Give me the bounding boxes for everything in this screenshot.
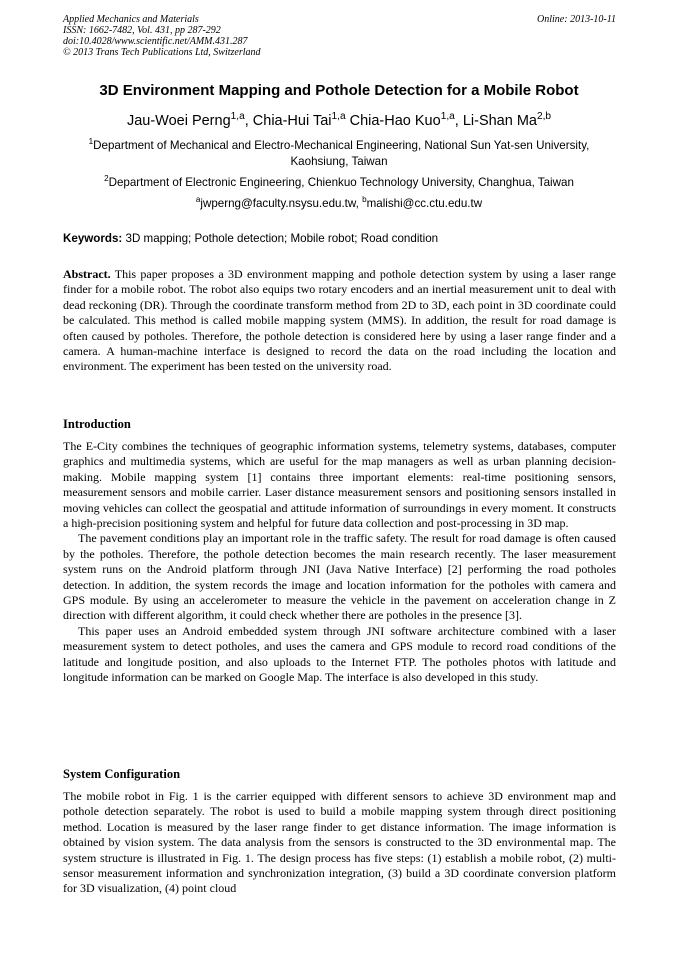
paper-title: 3D Environment Mapping and Pothole Detection for a Mobile Robot bbox=[99, 82, 579, 99]
author-name: Chia-Hui Tai bbox=[252, 113, 332, 129]
section-heading-system-configuration: System Configuration bbox=[63, 767, 181, 781]
abstract-section bbox=[63, 267, 616, 375]
email-address-link[interactable]: jwperng@faculty.nsysu.edu.tw, bbox=[200, 197, 363, 210]
system-configuration-section bbox=[63, 789, 616, 897]
author-list bbox=[40, 113, 638, 129]
author-affiliation-mark: 1,a bbox=[230, 111, 245, 123]
introduction-section bbox=[63, 439, 616, 686]
affiliation-1 bbox=[60, 138, 618, 170]
section-heading-introduction: Introduction bbox=[63, 417, 131, 431]
doi-line: doi:10.4028/www.scientific.net/AMM.431.287 bbox=[63, 36, 248, 47]
author-name: Jau-Woei Perng bbox=[126, 113, 231, 129]
author-affiliation-mark: 2,b bbox=[536, 111, 552, 123]
author-separator: , bbox=[244, 113, 253, 129]
journal-name: Applied Mechanics and Materials bbox=[63, 14, 199, 25]
body-paragraph: This paper uses an Android embedded system through JNI software architecture combined with a laser measurement system to detect potholes, and uses the camera and GPS module to record road conditions of the latitude and longitude position, and also uploads to the Internet FTP. The potholes photos with latitude and longitude information can be marked on Google Map. The interface is also developed in this study. bbox=[63, 623, 616, 685]
affiliation-2 bbox=[60, 175, 618, 191]
keywords-text: 3D mapping; Pothole detection; Mobile robot; Road condition bbox=[122, 232, 439, 245]
email-mark: a bbox=[195, 195, 201, 205]
abstract-label: Abstract. bbox=[63, 267, 111, 281]
author-emails bbox=[60, 196, 618, 212]
online-date: Online: 2013-10-11 bbox=[537, 14, 616, 25]
body-paragraph: The E-City combines the techniques of geographic information systems, telemetry systems, databases, computer graphics and multimedia systems, which are useful for the map managers as well as urban planning decision-making. Mobile mapping system [1] contains three important elements: real-time positioning sensors, measurement sensors and mobile carrier. Laser distance measurement sensors and positioning sensors installed in moving vehicles can collect the geospatial and attitude information of surroundings in every moment. It constructs a high-precision positioning system and helpful for future data collection and post-processing in 3D map. bbox=[63, 439, 616, 531]
keywords-label: Keywords: bbox=[63, 232, 123, 245]
author-separator: , bbox=[454, 113, 463, 129]
affiliation-text: Department of Electronic Engineering, Chienkuo Technology University, Changhua, Taiwan bbox=[108, 176, 574, 189]
author-affiliation-mark: 1,a bbox=[331, 111, 346, 123]
affiliation-mark: 1 bbox=[88, 137, 94, 147]
journal-header bbox=[63, 14, 616, 58]
body-paragraph: The mobile robot in Fig. 1 is the carrier equipped with different sensors to achieve 3D environment map and pothole detection separately. The robot is used to build a mobile mapping system through direct positioning method. Location is measured by the laser range finder to get distance information. The image information is obtained by vision system. The data analysis from the sensors is constructed to the 3D environmental map. The system structure is illustrated in Fig. 1. The design process has five steps: (1) establish a mobile robot, (2) multi-sensor measurement information and synchronization integration, (3) build a 3D coordinate conversion platform for 3D visualization, (4) point cloud bbox=[63, 789, 616, 896]
issn-line: ISSN: 1662-7482, Vol. 431, pp 287-292 bbox=[63, 25, 221, 36]
body-paragraph: The pavement conditions play an important role in the traffic safety. The result for road damage is often caused by the potholes. Therefore, the pothole detection becomes the main research recently. The laser measurement system runs on the Android platform through JNI (Java Native Interface) [2] performing the road potholes detection. In addition, the system records the image and location information for the potholes with camera and GPS module. By using an accelerometer to measure the vehicle in the pavement on acceleration change in Z direction with different algorithm, it could check whether there are potholes in the presence [3]. bbox=[63, 531, 616, 623]
keywords-line bbox=[63, 232, 616, 245]
author-name: Chia-Hao Kuo bbox=[349, 113, 441, 129]
abstract-paragraph bbox=[63, 267, 616, 375]
author-affiliation-mark: 1,a bbox=[440, 111, 455, 123]
email-address-link[interactable]: malishi@cc.ctu.edu.tw bbox=[366, 197, 483, 210]
author-name: Li-Shan Ma bbox=[462, 113, 537, 129]
affiliation-text: Department of Mechanical and Electro-Mechanical Engineering, National Sun Yat-sen University, Kaohsiung, Taiwan bbox=[93, 139, 590, 168]
affiliation-mark: 2 bbox=[104, 174, 109, 184]
copyright-line: © 2013 Trans Tech Publications Ltd, Switzerland bbox=[63, 47, 261, 58]
email-mark: b bbox=[362, 195, 367, 205]
abstract-text: This paper proposes a 3D environment mapping and pothole detection system by using a laser range finder for a mobile robot. The robot also equips two rotary encoders and an inertial measurement unit to deal with dead reckoning (DR). Through the coordinate transform method from 2D to 3D, each point in 3D coordinate could be calculated. This method is called mobile mapping system (MMS). In addition, the result for road damage is often caused by potholes. Therefore, the pothole detection is considered here by using a laser range finder and a camera. A human-machine interface is designed to record the data on the road including the location and environment. The experiment has been tested on the university road. bbox=[63, 267, 616, 374]
